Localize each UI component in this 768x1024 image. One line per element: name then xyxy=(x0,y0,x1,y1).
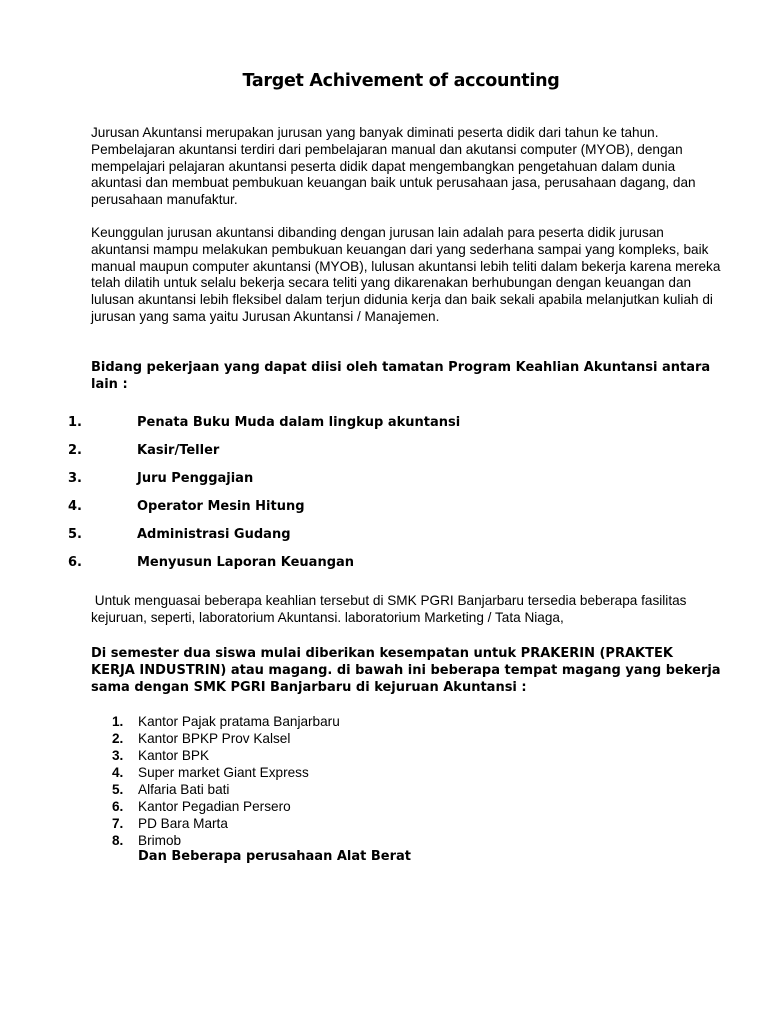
internship-label: Kantor Pajak pratama Banjarbaru xyxy=(138,714,340,729)
internship-label: Alfaria Bati bati xyxy=(138,782,230,797)
internship-item xyxy=(112,781,512,798)
internship-label: Kantor BPKP Prov Kalsel xyxy=(138,731,291,746)
internship-label: Kantor Pegadian Persero xyxy=(138,799,291,814)
internship-number: 5. xyxy=(112,782,124,797)
job-item xyxy=(68,498,668,516)
internship-heading: Di semester dua siswa mulai diberikan kesempatan untuk PRAKERIN (PRAKTEK KERJA INDUSTRIN) atau magang. di bawah ini beberapa tempat magang yang bekerja sama dengan SMK PGRI Banjarbaru di kejuruan Akuntansi : xyxy=(91,646,721,695)
internship-number: 6. xyxy=(112,799,124,814)
internship-label: Super market Giant Express xyxy=(138,765,309,780)
internship-number: 2. xyxy=(112,731,124,746)
internship-number: 1. xyxy=(112,714,124,729)
internship-number: 8. xyxy=(112,833,124,848)
internship-label: Kantor BPK xyxy=(138,748,210,763)
internship-label: Brimob xyxy=(138,833,182,848)
internship-item xyxy=(112,798,512,815)
job-item xyxy=(68,470,668,488)
internship-item xyxy=(112,764,512,781)
advantages-paragraph: Keunggulan jurusan akuntansi dibanding dengan jurusan lain adalah para peserta didik jurusan akuntansi mampu melakukan pembukuan keuangan dari yang sederhana sampai yang kompleks, baik manual maupun computer akuntansi (MYOB), lulusan akuntansi lebih teliti dalam bekerja karena mereka telah dilatih untuk selalu bekerja secara teliti yang dikarenakan berhubungan dengan keuangan dan lulusan akuntansi lebih fleksibel dalam terjun didunia kerja dan baik sekali apabila melanjutkan kuliah di jurusan yang sama yaitu Jurusan Akuntansi / Manajemen. xyxy=(91,225,721,324)
internship-item xyxy=(112,815,512,832)
job-number: 1. xyxy=(68,415,82,430)
job-number: 2. xyxy=(68,443,82,458)
job-item xyxy=(68,442,668,460)
job-label: Menyusun Laporan Keuangan xyxy=(137,555,355,570)
job-number: 6. xyxy=(68,555,82,570)
closing-note: Dan Beberapa perusahaan Alat Berat xyxy=(138,849,412,864)
job-label: Operator Mesin Hitung xyxy=(137,499,305,514)
internship-number: 7. xyxy=(112,816,124,831)
job-label: Juru Penggajian xyxy=(137,471,254,486)
internship-number: 3. xyxy=(112,748,124,763)
job-label: Penata Buku Muda dalam lingkup akuntansi xyxy=(137,415,461,430)
job-item xyxy=(68,554,668,572)
job-number: 4. xyxy=(68,499,82,514)
job-label: Administrasi Gudang xyxy=(137,527,291,542)
job-item xyxy=(68,526,668,544)
job-item xyxy=(68,414,668,432)
internship-number: 4. xyxy=(112,765,124,780)
internship-item xyxy=(112,730,512,747)
internship-item xyxy=(112,832,512,849)
jobs-heading: Bidang pekerjaan yang dapat diisi oleh tamatan Program Keahlian Akuntansi antara lain : xyxy=(91,360,711,392)
document-title: Target Achivement of accounting xyxy=(242,71,560,91)
internship-label: PD Bara Marta xyxy=(138,816,228,831)
internship-item xyxy=(112,713,512,730)
facilities-paragraph xyxy=(91,593,723,627)
job-number: 3. xyxy=(68,471,82,486)
job-number: 5. xyxy=(68,527,82,542)
facilities-text: Untuk menguasai beberapa keahlian tersebut di SMK PGRI Banjarbaru tersedia beberapa fasilitas kejuruan, seperti, laboratorium Akuntansi. laboratorium Marketing / Tata Niaga, xyxy=(91,593,687,625)
internship-item xyxy=(112,747,512,764)
job-label: Kasir/Teller xyxy=(137,443,220,458)
intro-paragraph: Jurusan Akuntansi merupakan jurusan yang banyak diminati peserta didik dari tahun ke tahun. Pembelajaran akuntansi terdiri dari pembelajaran manual dan akutansi computer (MYOB), dengan mempelajari pelajaran akuntansi peserta didik dapat mengembangkan pengetahuan dalam dunia akuntasi dan membuat pembukuan keuangan baik untuk perusahaan jasa, perusahaan dagang, dan perusahaan manufaktur. xyxy=(91,125,696,208)
